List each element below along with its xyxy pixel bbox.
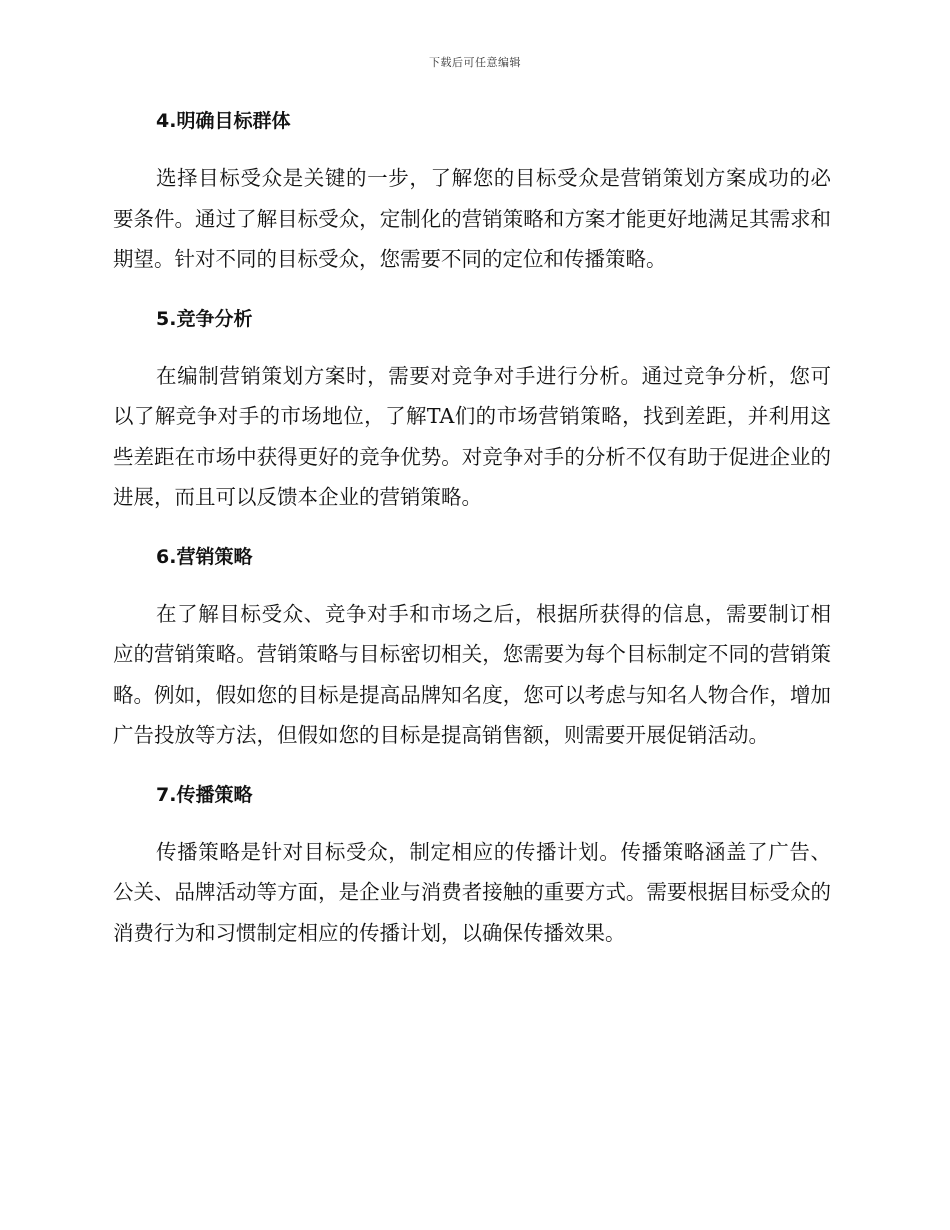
section-paragraph: 在了解目标受众、竞争对手和市场之后，根据所获得的信息，需要制订相应的营销策略。营销策略与目标密切相关，您需要为每个目标制定不同的营销策略。例如，假如您的目标是提高品牌知名度，您可以考虑与知名人物合作，增加广告投放等方法，但假如您的目标是提高销售额，则需要开展促销活动。 — [113, 601, 831, 747]
section-paragraph: 选择目标受众是关键的一步，了解您的目标受众是营销策划方案成功的必要条件。通过了解目标受众，定制化的营销策略和方案才能更好地满足其需求和期望。针对不同的目标受众，您需要不同的定位和传播策略。 — [113, 166, 831, 271]
section-heading: 5.竞争分析 — [156, 307, 253, 330]
section-paragraph: 在编制营销策划方案时，需要对竞争对手进行分析。通过竞争分析，您可以了解竞争对手的市场地位，了解TA们的市场营销策略，找到差距，并利用这些差距在市场中获得更好的竞争优势。对竞争对手的分析不仅有助于促进企业的进展，而且可以反馈本企业的营销策略。 — [113, 363, 831, 509]
page-header: 下载后可任意编辑 — [429, 56, 521, 69]
section-competition-analysis — [113, 306, 831, 518]
section-target-audience — [113, 108, 831, 280]
section-heading: 4.明确目标群体 — [156, 110, 291, 132]
section-marketing-strategy — [113, 544, 831, 756]
section-paragraph: 传播策略是针对目标受众，制定相应的传播计划。传播策略涵盖了广告、公关、品牌活动等方面，是企业与消费者接触的重要方式。需要根据目标受众的消费行为和习惯制定相应的传播计划，以确保传播效果。 — [113, 839, 831, 945]
section-heading: 7.传播策略 — [156, 783, 253, 806]
section-heading: 6.营销策略 — [156, 545, 253, 568]
section-communication-strategy — [113, 782, 831, 954]
document-body — [113, 108, 831, 979]
